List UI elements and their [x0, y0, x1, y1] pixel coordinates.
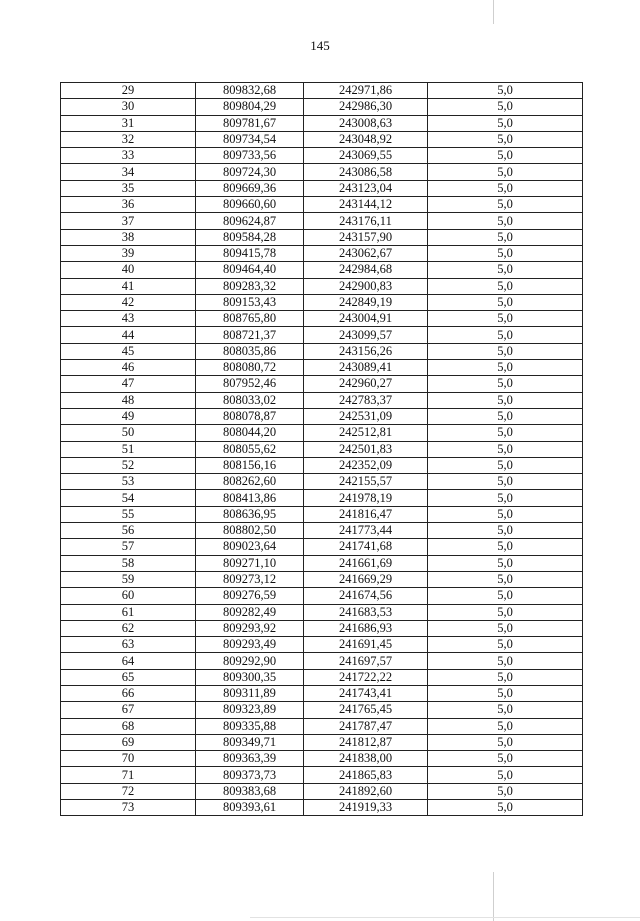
accuracy-cell: 5,0: [428, 653, 583, 669]
point-number-cell: 60: [61, 588, 196, 604]
accuracy-cell: 5,0: [428, 702, 583, 718]
accuracy-cell: 5,0: [428, 718, 583, 734]
point-number-cell: 31: [61, 115, 196, 131]
y-coordinate-cell: 241812,87: [304, 734, 428, 750]
accuracy-cell: 5,0: [428, 425, 583, 441]
coordinates-table-body: [61, 83, 583, 816]
accuracy-cell: 5,0: [428, 343, 583, 359]
x-coordinate-cell: 809335,88: [196, 718, 304, 734]
table-row: [61, 294, 583, 310]
point-number-cell: 36: [61, 197, 196, 213]
point-number-cell: 64: [61, 653, 196, 669]
point-number-cell: 40: [61, 262, 196, 278]
table-row: [61, 620, 583, 636]
y-coordinate-cell: 241722,22: [304, 669, 428, 685]
accuracy-cell: 5,0: [428, 571, 583, 587]
table-row: [61, 702, 583, 718]
x-coordinate-cell: 808262,60: [196, 474, 304, 490]
point-number-cell: 33: [61, 148, 196, 164]
accuracy-cell: 5,0: [428, 229, 583, 245]
y-coordinate-cell: 242960,27: [304, 376, 428, 392]
y-coordinate-cell: 241816,47: [304, 506, 428, 522]
y-coordinate-cell: 243004,91: [304, 311, 428, 327]
accuracy-cell: 5,0: [428, 555, 583, 571]
x-coordinate-cell: 809660,60: [196, 197, 304, 213]
scan-edge-mark-bottom-line: [250, 917, 640, 918]
table-row: [61, 311, 583, 327]
table-row: [61, 474, 583, 490]
scan-edge-mark-bottom: [493, 872, 494, 921]
y-coordinate-cell: 242512,81: [304, 425, 428, 441]
table-row: [61, 637, 583, 653]
point-number-cell: 63: [61, 637, 196, 653]
y-coordinate-cell: 241765,45: [304, 702, 428, 718]
x-coordinate-cell: 809023,64: [196, 539, 304, 555]
point-number-cell: 48: [61, 392, 196, 408]
x-coordinate-cell: 809734,54: [196, 131, 304, 147]
y-coordinate-cell: 243008,63: [304, 115, 428, 131]
accuracy-cell: 5,0: [428, 392, 583, 408]
y-coordinate-cell: 241919,33: [304, 800, 428, 816]
y-coordinate-cell: 241741,68: [304, 539, 428, 555]
point-number-cell: 42: [61, 294, 196, 310]
x-coordinate-cell: 809584,28: [196, 229, 304, 245]
accuracy-cell: 5,0: [428, 767, 583, 783]
y-coordinate-cell: 241978,19: [304, 490, 428, 506]
table-row: [61, 571, 583, 587]
table-row: [61, 669, 583, 685]
table-row: [61, 718, 583, 734]
table-row: [61, 245, 583, 261]
accuracy-cell: 5,0: [428, 262, 583, 278]
point-number-cell: 66: [61, 685, 196, 701]
y-coordinate-cell: 242155,57: [304, 474, 428, 490]
table-row: [61, 408, 583, 424]
table-row: [61, 604, 583, 620]
x-coordinate-cell: 809724,30: [196, 164, 304, 180]
y-coordinate-cell: 243069,55: [304, 148, 428, 164]
x-coordinate-cell: 808721,37: [196, 327, 304, 343]
x-coordinate-cell: 809415,78: [196, 245, 304, 261]
x-coordinate-cell: 808636,95: [196, 506, 304, 522]
y-coordinate-cell: 241661,69: [304, 555, 428, 571]
point-number-cell: 73: [61, 800, 196, 816]
x-coordinate-cell: 809464,40: [196, 262, 304, 278]
point-number-cell: 71: [61, 767, 196, 783]
table-row: [61, 751, 583, 767]
y-coordinate-cell: 243123,04: [304, 180, 428, 196]
accuracy-cell: 5,0: [428, 669, 583, 685]
x-coordinate-cell: 809624,87: [196, 213, 304, 229]
point-number-cell: 35: [61, 180, 196, 196]
point-number-cell: 47: [61, 376, 196, 392]
point-number-cell: 58: [61, 555, 196, 571]
table-row: [61, 213, 583, 229]
y-coordinate-cell: 243156,26: [304, 343, 428, 359]
x-coordinate-cell: 809373,73: [196, 767, 304, 783]
y-coordinate-cell: 241674,56: [304, 588, 428, 604]
y-coordinate-cell: 242984,68: [304, 262, 428, 278]
y-coordinate-cell: 241697,57: [304, 653, 428, 669]
x-coordinate-cell: 809669,36: [196, 180, 304, 196]
accuracy-cell: 5,0: [428, 457, 583, 473]
point-number-cell: 46: [61, 360, 196, 376]
x-coordinate-cell: 809293,92: [196, 620, 304, 636]
table-row: [61, 539, 583, 555]
table-row: [61, 343, 583, 359]
table-row: [61, 800, 583, 816]
point-number-cell: 38: [61, 229, 196, 245]
y-coordinate-cell: 242501,83: [304, 441, 428, 457]
accuracy-cell: 5,0: [428, 685, 583, 701]
point-number-cell: 61: [61, 604, 196, 620]
accuracy-cell: 5,0: [428, 213, 583, 229]
x-coordinate-cell: 808078,87: [196, 408, 304, 424]
point-number-cell: 68: [61, 718, 196, 734]
y-coordinate-cell: 243144,12: [304, 197, 428, 213]
x-coordinate-cell: 809363,39: [196, 751, 304, 767]
x-coordinate-cell: 808765,80: [196, 311, 304, 327]
table-row: [61, 425, 583, 441]
table-row: [61, 588, 583, 604]
accuracy-cell: 5,0: [428, 637, 583, 653]
y-coordinate-cell: 241743,41: [304, 685, 428, 701]
y-coordinate-cell: 241892,60: [304, 783, 428, 799]
table-row: [61, 783, 583, 799]
table-row: [61, 229, 583, 245]
accuracy-cell: 5,0: [428, 327, 583, 343]
x-coordinate-cell: 807952,46: [196, 376, 304, 392]
table-row: [61, 164, 583, 180]
x-coordinate-cell: 809383,68: [196, 783, 304, 799]
table-row: [61, 148, 583, 164]
x-coordinate-cell: 809323,89: [196, 702, 304, 718]
table-row: [61, 180, 583, 196]
table-row: [61, 360, 583, 376]
x-coordinate-cell: 808055,62: [196, 441, 304, 457]
point-number-cell: 45: [61, 343, 196, 359]
point-number-cell: 51: [61, 441, 196, 457]
x-coordinate-cell: 809293,49: [196, 637, 304, 653]
table-row: [61, 767, 583, 783]
y-coordinate-cell: 242986,30: [304, 99, 428, 115]
y-coordinate-cell: 241838,00: [304, 751, 428, 767]
y-coordinate-cell: 243062,67: [304, 245, 428, 261]
table-row: [61, 734, 583, 750]
table-row: [61, 490, 583, 506]
accuracy-cell: 5,0: [428, 474, 583, 490]
y-coordinate-cell: 241865,83: [304, 767, 428, 783]
point-number-cell: 57: [61, 539, 196, 555]
table-row: [61, 197, 583, 213]
table-row: [61, 131, 583, 147]
x-coordinate-cell: 809283,32: [196, 278, 304, 294]
point-number-cell: 55: [61, 506, 196, 522]
page-number: 145: [310, 38, 330, 53]
accuracy-cell: 5,0: [428, 180, 583, 196]
table-row: [61, 99, 583, 115]
y-coordinate-cell: 241683,53: [304, 604, 428, 620]
table-row: [61, 392, 583, 408]
table-row: [61, 83, 583, 99]
accuracy-cell: 5,0: [428, 620, 583, 636]
x-coordinate-cell: 808156,16: [196, 457, 304, 473]
point-number-cell: 34: [61, 164, 196, 180]
accuracy-cell: 5,0: [428, 441, 583, 457]
x-coordinate-cell: 809292,90: [196, 653, 304, 669]
x-coordinate-cell: 808035,86: [196, 343, 304, 359]
accuracy-cell: 5,0: [428, 131, 583, 147]
accuracy-cell: 5,0: [428, 539, 583, 555]
y-coordinate-cell: 242352,09: [304, 457, 428, 473]
x-coordinate-cell: 808033,02: [196, 392, 304, 408]
y-coordinate-cell: 243157,90: [304, 229, 428, 245]
accuracy-cell: 5,0: [428, 751, 583, 767]
accuracy-cell: 5,0: [428, 197, 583, 213]
table-row: [61, 262, 583, 278]
accuracy-cell: 5,0: [428, 83, 583, 99]
accuracy-cell: 5,0: [428, 783, 583, 799]
accuracy-cell: 5,0: [428, 148, 583, 164]
x-coordinate-cell: 808413,86: [196, 490, 304, 506]
table-row: [61, 115, 583, 131]
x-coordinate-cell: 809300,35: [196, 669, 304, 685]
x-coordinate-cell: 809271,10: [196, 555, 304, 571]
accuracy-cell: 5,0: [428, 490, 583, 506]
y-coordinate-cell: 241686,93: [304, 620, 428, 636]
x-coordinate-cell: 809781,67: [196, 115, 304, 131]
table-row: [61, 278, 583, 294]
accuracy-cell: 5,0: [428, 523, 583, 539]
x-coordinate-cell: 809349,71: [196, 734, 304, 750]
accuracy-cell: 5,0: [428, 506, 583, 522]
y-coordinate-cell: 242849,19: [304, 294, 428, 310]
x-coordinate-cell: 809804,29: [196, 99, 304, 115]
x-coordinate-cell: 808044,20: [196, 425, 304, 441]
x-coordinate-cell: 809393,61: [196, 800, 304, 816]
y-coordinate-cell: 242900,83: [304, 278, 428, 294]
point-number-cell: 65: [61, 669, 196, 685]
point-number-cell: 30: [61, 99, 196, 115]
x-coordinate-cell: 809273,12: [196, 571, 304, 587]
point-number-cell: 70: [61, 751, 196, 767]
x-coordinate-cell: 808802,50: [196, 523, 304, 539]
table-row: [61, 555, 583, 571]
point-number-cell: 29: [61, 83, 196, 99]
point-number-cell: 67: [61, 702, 196, 718]
scan-edge-mark-top: [493, 0, 494, 24]
table-row: [61, 685, 583, 701]
x-coordinate-cell: 809832,68: [196, 83, 304, 99]
accuracy-cell: 5,0: [428, 588, 583, 604]
x-coordinate-cell: 809311,89: [196, 685, 304, 701]
table-row: [61, 376, 583, 392]
accuracy-cell: 5,0: [428, 115, 583, 131]
x-coordinate-cell: 809276,59: [196, 588, 304, 604]
point-number-cell: 54: [61, 490, 196, 506]
y-coordinate-cell: 243086,58: [304, 164, 428, 180]
y-coordinate-cell: 243099,57: [304, 327, 428, 343]
y-coordinate-cell: 243176,11: [304, 213, 428, 229]
y-coordinate-cell: 243048,92: [304, 131, 428, 147]
accuracy-cell: 5,0: [428, 360, 583, 376]
accuracy-cell: 5,0: [428, 294, 583, 310]
y-coordinate-cell: 241787,47: [304, 718, 428, 734]
point-number-cell: 39: [61, 245, 196, 261]
point-number-cell: 72: [61, 783, 196, 799]
accuracy-cell: 5,0: [428, 164, 583, 180]
table-row: [61, 523, 583, 539]
point-number-cell: 62: [61, 620, 196, 636]
table-row: [61, 441, 583, 457]
accuracy-cell: 5,0: [428, 376, 583, 392]
point-number-cell: 32: [61, 131, 196, 147]
y-coordinate-cell: 242783,37: [304, 392, 428, 408]
y-coordinate-cell: 241691,45: [304, 637, 428, 653]
y-coordinate-cell: 242531,09: [304, 408, 428, 424]
point-number-cell: 43: [61, 311, 196, 327]
y-coordinate-cell: 241669,29: [304, 571, 428, 587]
table-row: [61, 327, 583, 343]
x-coordinate-cell: 808080,72: [196, 360, 304, 376]
point-number-cell: 44: [61, 327, 196, 343]
y-coordinate-cell: 241773,44: [304, 523, 428, 539]
x-coordinate-cell: 809282,49: [196, 604, 304, 620]
table-row: [61, 457, 583, 473]
x-coordinate-cell: 809733,56: [196, 148, 304, 164]
accuracy-cell: 5,0: [428, 800, 583, 816]
accuracy-cell: 5,0: [428, 408, 583, 424]
table-row: [61, 653, 583, 669]
accuracy-cell: 5,0: [428, 311, 583, 327]
y-coordinate-cell: 243089,41: [304, 360, 428, 376]
point-number-cell: 69: [61, 734, 196, 750]
y-coordinate-cell: 242971,86: [304, 83, 428, 99]
point-number-cell: 41: [61, 278, 196, 294]
accuracy-cell: 5,0: [428, 604, 583, 620]
accuracy-cell: 5,0: [428, 245, 583, 261]
point-number-cell: 59: [61, 571, 196, 587]
table-row: [61, 506, 583, 522]
point-number-cell: 50: [61, 425, 196, 441]
point-number-cell: 56: [61, 523, 196, 539]
accuracy-cell: 5,0: [428, 734, 583, 750]
point-number-cell: 37: [61, 213, 196, 229]
coordinates-table: [60, 82, 583, 816]
point-number-cell: 49: [61, 408, 196, 424]
accuracy-cell: 5,0: [428, 278, 583, 294]
accuracy-cell: 5,0: [428, 99, 583, 115]
point-number-cell: 53: [61, 474, 196, 490]
x-coordinate-cell: 809153,43: [196, 294, 304, 310]
point-number-cell: 52: [61, 457, 196, 473]
